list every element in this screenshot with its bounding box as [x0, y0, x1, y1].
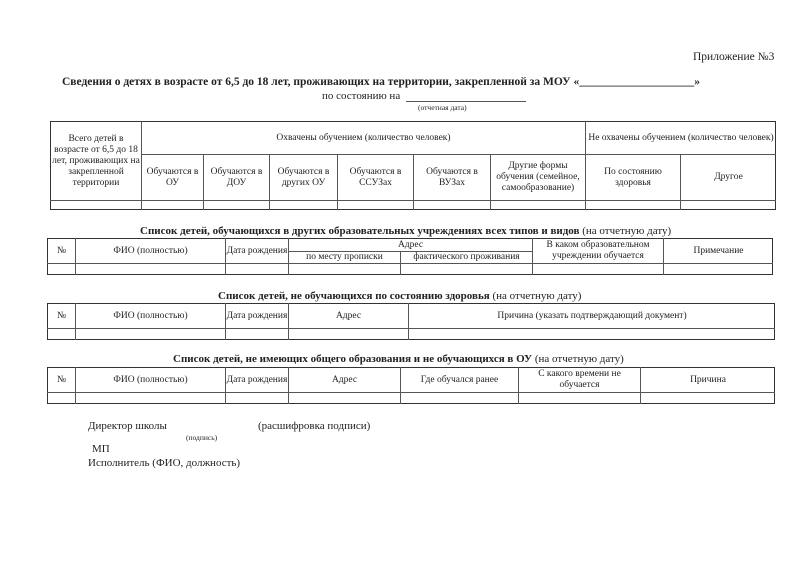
section2-title: Список детей, обучающихся в других образовательных учреждениях всех типов и видов (на отчетную дату): [140, 225, 672, 237]
col-vuz: Обучаются в ВУЗах: [426, 166, 478, 188]
s4-col-dob: Дата рождения: [226, 374, 288, 385]
s3-col-reason: Причина (указать подтверждающий документ): [497, 310, 687, 321]
s4-col-address: Адрес: [331, 374, 358, 385]
col-dou: Обучаются в ДОУ: [210, 166, 263, 188]
s4-col-fio: ФИО (полностью): [113, 374, 188, 385]
s4-col-since: С какого времени не обучается: [538, 369, 621, 390]
s3-col-dob: Дата рождения: [226, 310, 288, 321]
s2-col-institution: В каком образовательном учреждении обучается: [546, 240, 650, 261]
s2-col-address: Адрес: [397, 239, 424, 250]
section4-title: Список детей, не имеющих общего образования и не обучающихся в ОУ (на отчетную дату): [173, 353, 624, 365]
s2-col-num: №: [56, 245, 67, 256]
col-ou: Обучаются в ОУ: [146, 166, 199, 188]
col-total-children: Всего детей в возрасте от 6,5 до 18 лет, проживающих на закрепленной территории: [52, 133, 140, 188]
s2-col-note: Примечание: [693, 245, 744, 256]
s2-col-addr-fact: фактического проживания: [413, 252, 520, 262]
covered-header: Охвачены обучением (количество человек): [276, 132, 451, 143]
as-of-label: по состоянию на: [322, 90, 401, 102]
s3-col-address: Адрес: [335, 310, 362, 321]
section3-title: Список детей, не обучающихся по состоянию здоровья (на отчетную дату): [218, 290, 582, 302]
s3-col-num: №: [56, 310, 67, 321]
col-other-ou: Обучаются в других ОУ: [277, 166, 330, 188]
col-health: По состоянию здоровья: [604, 166, 662, 188]
document-title: Сведения о детях в возрасте от 6,5 до 18 лет, проживающих на территории, закрепленной за МОУ «____________________»: [62, 76, 700, 88]
date-line: [406, 101, 526, 102]
s2-col-addr-reg: по месту прописки: [306, 252, 383, 262]
appendix-label: Приложение №3: [693, 51, 775, 63]
s4-col-reason: Причина: [690, 374, 726, 385]
stamp-label: МП: [92, 443, 110, 455]
signature-caption: (подпись): [186, 433, 218, 442]
col-other-forms: Другие формы обучения (семейное, самообразование): [496, 161, 580, 193]
date-caption: (отчетная дата): [418, 103, 467, 112]
col-ssuz: Обучаются в ССУЗах: [349, 166, 402, 188]
signature-decode-label: (расшифровка подписи): [258, 420, 371, 432]
director-label: Директор школы: [88, 420, 167, 432]
s4-col-where: Где обучался ранее: [420, 374, 499, 385]
not-covered-header: Не охвачены обучением (количество человек): [588, 132, 774, 143]
s2-col-dob: Дата рождения: [226, 245, 288, 256]
s2-col-fio: ФИО (полностью): [113, 245, 188, 256]
col-other: Другое: [714, 172, 743, 182]
s3-col-fio: ФИО (полностью): [113, 310, 188, 321]
s4-col-num: №: [56, 374, 67, 385]
executor-label: Исполнитель (ФИО, должность): [88, 457, 241, 469]
